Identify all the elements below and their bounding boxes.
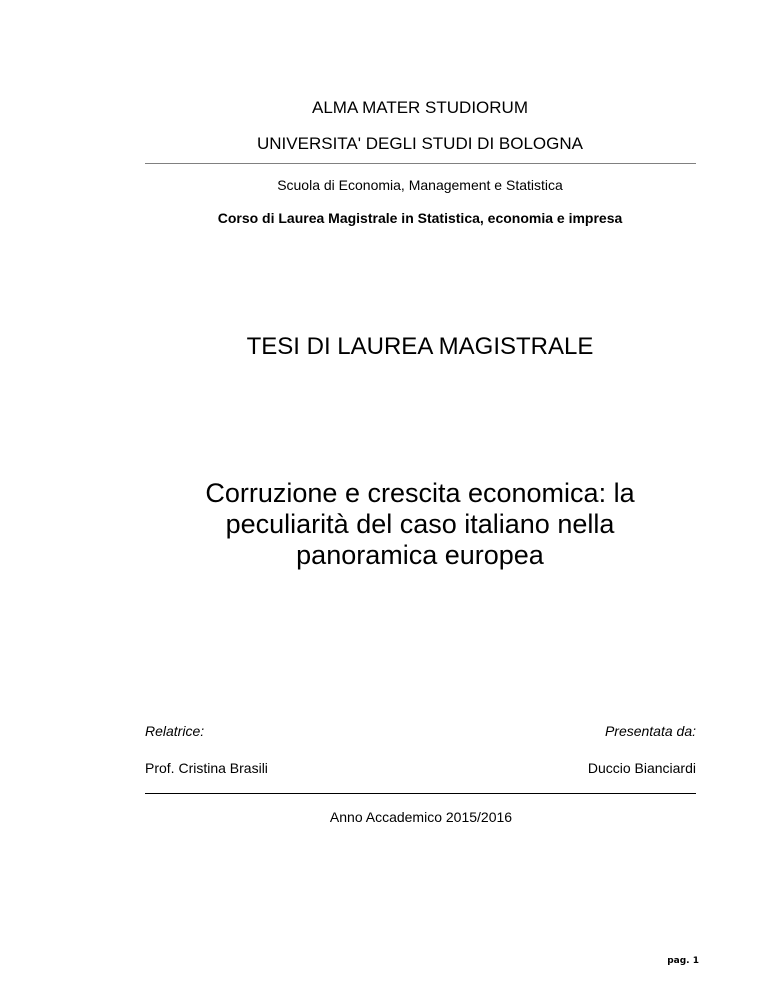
thesis-title-line: panoramica europea [296, 540, 544, 570]
footer-divider [145, 793, 696, 794]
supervisor-name: Prof. Cristina Brasili [145, 760, 268, 776]
author-name: Duccio Bianciardi [587, 760, 696, 776]
thesis-title-line: Corruzione e crescita economica: la [205, 478, 635, 508]
author-label: Presentata da: [604, 723, 696, 739]
course-name: Corso di Laurea Magistrale in Statistica, economia e impresa [217, 210, 623, 226]
thesis-title [0, 478, 768, 571]
institution-name-line1: ALMA MATER STUDIORUM [312, 98, 528, 117]
academic-year: Anno Accademico 2015/2016 [329, 809, 513, 825]
supervisor-label: Relatrice: [145, 723, 205, 739]
school-name: Scuola di Economia, Management e Statistica [277, 177, 563, 193]
institution-name-line2: UNIVERSITA' DEGLI STUDI DI BOLOGNA [257, 134, 583, 153]
thesis-type: TESI DI LAUREA MAGISTRALE [246, 333, 594, 360]
thesis-title-line: peculiarità del caso italiano nella [225, 509, 615, 539]
page-number: pag. 1 [667, 956, 699, 966]
header-divider [145, 163, 696, 164]
